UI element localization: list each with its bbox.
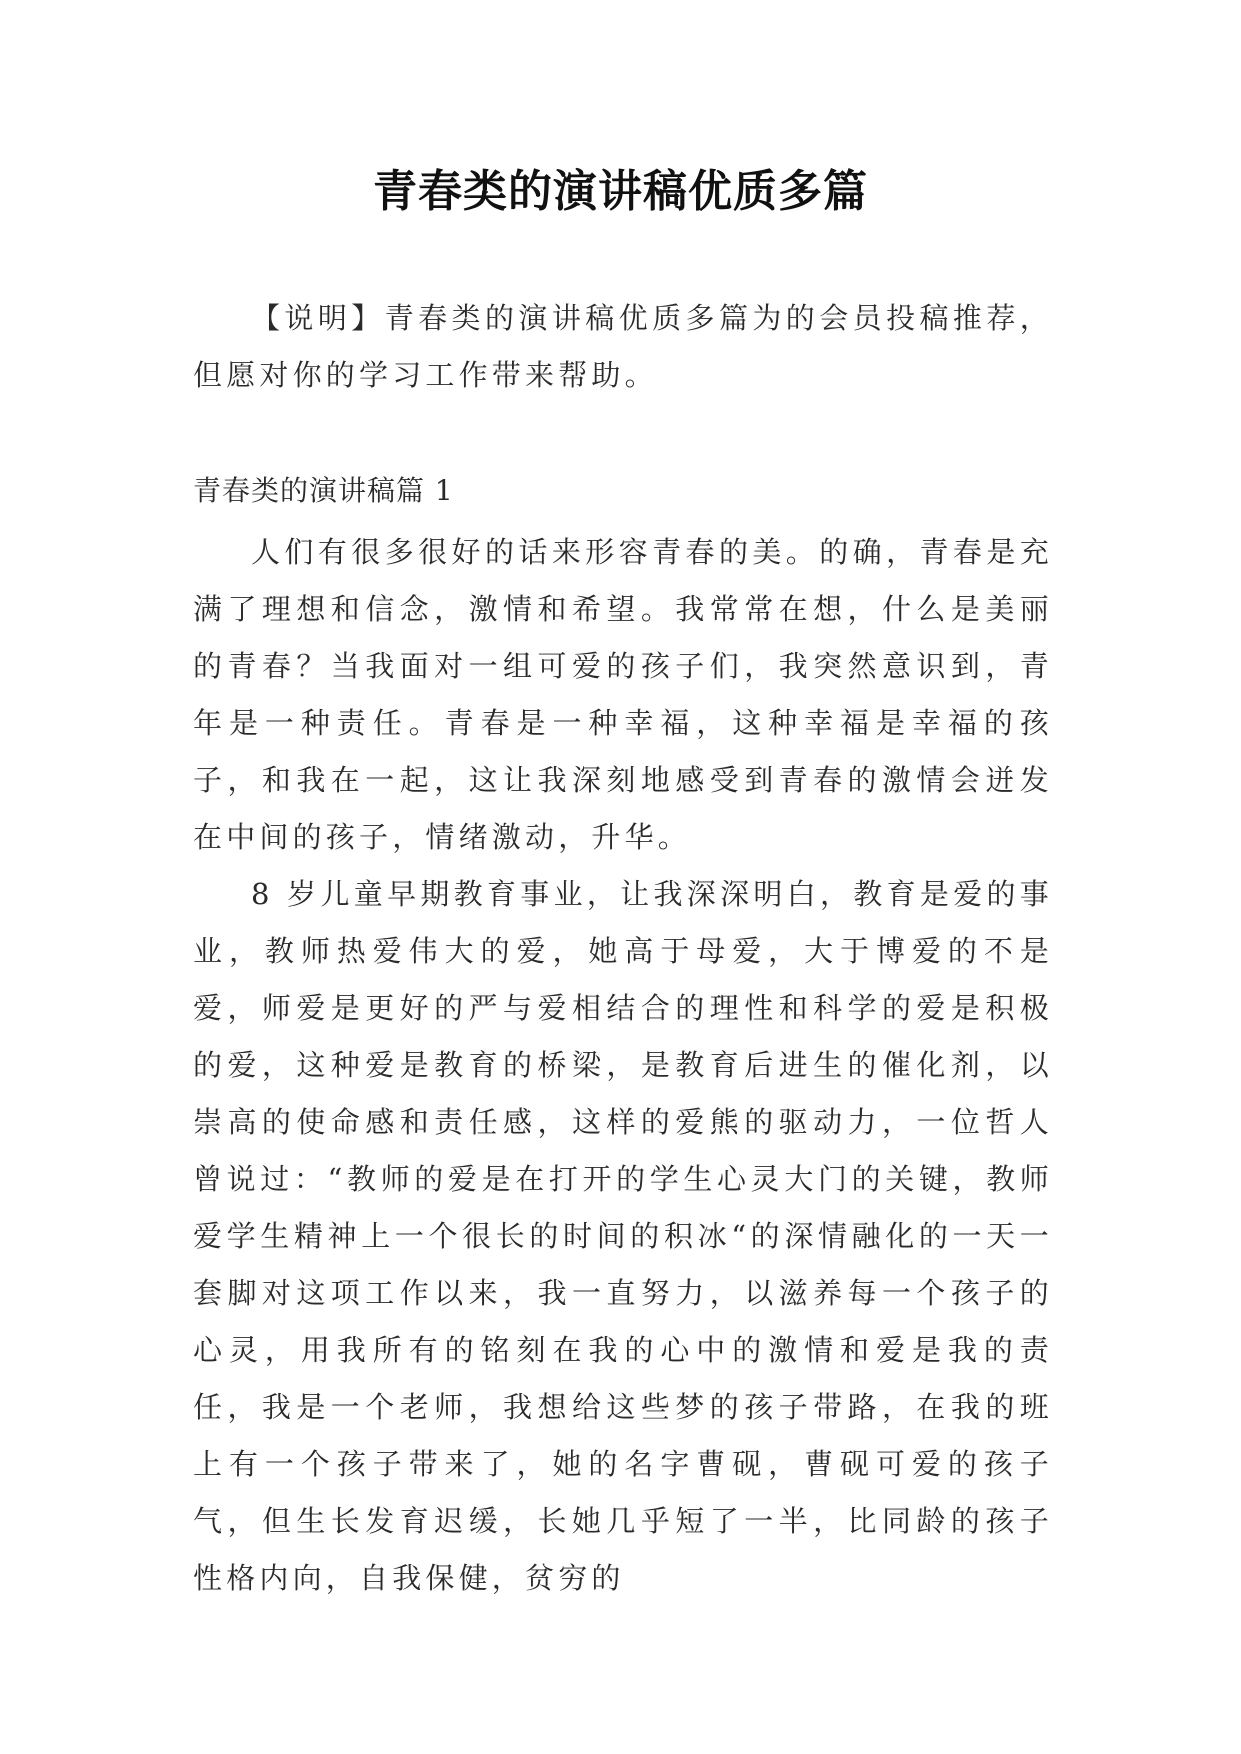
section-heading: 青春类的演讲稿篇 1 [193,474,454,507]
body-paragraph-1: 人们有很多很好的话来形容青春的美。的确，青春是充满了理想和信念，激情和希望。我常常在想，什么是美丽的青春？当我面对一组可爱的孩子们，我突然意识到，青年是一种责任。青春是一种幸福，这种幸福是幸福的孩子，和我在一起，这让我深刻地感受到青春的激情会迸发在中间的孩子，情绪激动，升华。 [193,535,1053,854]
note-block [193,290,1053,404]
article-body [193,524,1053,1607]
document-title: 青春类的演讲稿优质多篇 [373,166,868,217]
body-paragraph-2: 8 岁儿童早期教育事业，让我深深明白，教育是爱的事业，教师热爱伟大的爱，她高于母爱，大于博爱的不是爱，师爱是更好的严与爱相结合的理性和科学的爱是积极的爱，这种爱是教育的桥梁，是教育后进生的催化剂，以崇高的使命感和责任感，这样的爱熊的驱动力，一位哲人曾说过：“教师的爱是在打开的学生心灵大门的关键，教师爱学生精神上一个很长的时间的积冰“的深情融化的一天一套脚对这项工作以来，我一直努力，以滋养每一个孩子的心灵，用我所有的铭刻在我的心中的激情和爱是我的责任，我是一个老师，我想给这些梦的孩子带路，在我的班上有一个孩子带来了，她的名字曹砚，曹砚可爱的孩子气，但生长发育迟缓，长她几乎短了一半，比同龄的孩子性格内向，自我保健，贫穷的 [193,877,1053,1595]
note-paragraph: 【说明】青春类的演讲稿优质多篇为的会员投稿推荐，但愿对你的学习工作带来帮助。 [193,301,1053,392]
